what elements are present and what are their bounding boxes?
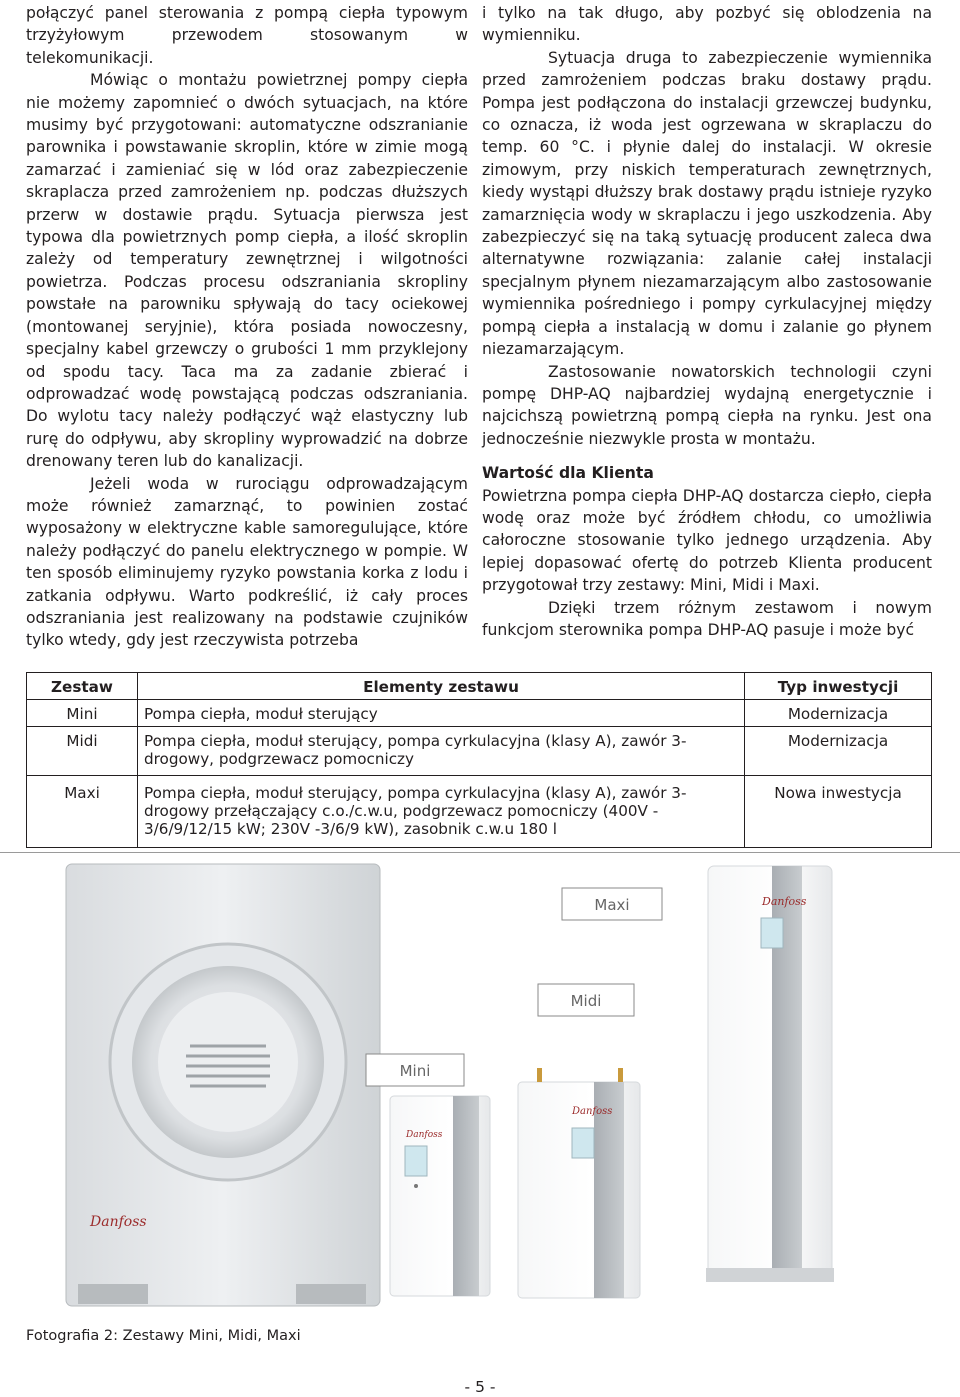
paragraph: Dzięki trzem różnym zestawom i nowym funkcjom sterownika pompa DHP-AQ pasuje i może być: [482, 598, 932, 639]
product-photo: [60, 860, 920, 1320]
maxi-unit: [706, 866, 834, 1282]
table-cell: Pompa ciepła, moduł sterujący, pompa cyrkulacyjna (klasy A), zawór 3-drogowy przełączający c.o./c.w.u, podgrzewacz pomocniczy (400V - 3/6/9/12/15 kW; 230V -3/6/9 kW), zasobnik c.w.u 180 l: [138, 776, 745, 848]
table-cell: Modernizacja: [745, 700, 932, 727]
midi-unit: [518, 1068, 640, 1298]
table-cell: Nowa inwestycja: [745, 776, 932, 848]
label-midi-text: Midi: [570, 992, 602, 1010]
divider: [0, 852, 960, 853]
photo-caption: Fotografia 2: Zestawy Mini, Midi, Maxi: [26, 1328, 301, 1344]
table-cell: Maxi: [27, 776, 138, 848]
right-column: [482, 2, 932, 641]
column-header: Zestaw: [27, 673, 138, 700]
paragraph: Sytuacja druga to zabezpieczenie wymiennika przed zamrożeniem podczas braku dostawy prądu. Pompa jest podłączona do instalacji grzewczej budynku, co oznacza, iż woda jest ogrzewana w skraplaczu do temp. 60 °C. i płynie dalej do instalacji. W okresie zimowym, przy niskich temperaturach zewnętrznych, kiedy wystąpi dłuższy brak dostawy prądu istnieje ryzyko zamarznięcia wody w skraplaczu i jego uszkodzenia. Aby zabezpieczyć się na taką sytuację producent zaleca dwa alternatywne rozwiązania: zalanie całej instalacji specjalnym płynem niezamarzającym albo zastosowanie wymiennika pośredniego i pompy cyrkulacyjnej między pompą ciepła a instalacją w domu i zalanie go płynem niezamarzającym.: [482, 48, 932, 359]
danfoss-logo: Danfoss: [572, 1106, 613, 1117]
paragraph: Jeżeli woda w rurociągu odprowadzającym może również zamarznąć, to powinien zostać wyposażony w elektryczne kable samoregulujące, które należy podłączyć do panelu elektrycznego w pompie. W ten sposób eliminujemy ryzyko powstania korka z lodu i zatkania odpływu. Warto podkreślić, iż cały proces odszraniania jest realizowany na podstawie czujników tylko wtedy, gdy jest rzeczywista potrzeba: [26, 474, 468, 650]
paragraph: Mówiąc o montażu powietrznej pompy ciepła nie możemy zapomnieć o dwóch sytuacjach, na które musimy być przygotowani: automatyczne odszranianie parownika i powstawanie skroplin, które w zimie mogą zamarzać i zamieniać się w lód oraz zabezpieczenie skraplacza przed zamrożeniem np. podczas dłuższych przerw w dostawie prądu. Sytuacja pierwsza jest typowa dla powietrznych pomp ciepła, a ilość skroplin zależy od temperatury zewnętrznej i wilgotności powietrza. Podczas procesu odszraniania skropliny powstałe na parowniku spływają do tacy ociekowej (montowanej seryjnie), która posiada nowoczesny, specjalny kabel grzewczy o grubości 1 mm przyklejony od spodu tacy. Taca ma za zadanie zbierać i odprowadzać wodę powstającą podczas odszraniania. Do wylotu tacy należy podłączyć wąż elastyczny lub rurę do odpływu, aby skropliny wyprowadzić na dobrze drenowany teren lub do kanalizacji.: [26, 71, 468, 471]
table-row: [27, 776, 932, 848]
page-number: - 5 -: [464, 1378, 496, 1396]
paragraph: Zastosowanie nowatorskich technologii czyni pompę DHP-AQ najbardziej wydajną energetycznie i najcichszą powietrzną pompą ciepła na rynku. Jest ona jednocześnie niezwykle prosta w montażu.: [482, 362, 932, 448]
danfoss-logo: Danfoss: [90, 1214, 147, 1230]
section-heading: Wartość dla Klienta: [482, 464, 654, 483]
table-cell: Modernizacja: [745, 727, 932, 776]
label-mini-text: Mini: [399, 1062, 431, 1080]
paragraph: połączyć panel sterowania z pompą ciepła typowym trzyżyłowym przewodem stosowanym w telekomunikacji.: [26, 4, 468, 67]
label-maxi-text: Maxi: [594, 896, 630, 914]
column-header: Typ inwestycji: [745, 673, 932, 700]
table-row: [27, 700, 932, 727]
sets-table: [26, 672, 932, 848]
paragraph: i tylko na tak długo, aby pozbyć się oblodzenia na wymienniku.: [482, 4, 932, 45]
left-column: [26, 2, 468, 652]
column-header: Elementy zestawu: [138, 673, 745, 700]
danfoss-logo: Danfoss: [762, 895, 807, 908]
danfoss-logo: Danfoss: [406, 1130, 443, 1140]
label-mini: [366, 1054, 464, 1086]
table-cell: Mini: [27, 700, 138, 727]
table-row: [27, 727, 932, 776]
table-cell: Midi: [27, 727, 138, 776]
mini-unit: [390, 1096, 490, 1296]
table-cell: Pompa ciepła, moduł sterujący, pompa cyrkulacyjna (klasy A), zawór 3-drogowy, podgrzewacz pomocniczy: [138, 727, 745, 776]
outdoor-unit: [66, 864, 380, 1306]
label-midi: [538, 984, 634, 1016]
label-maxi: [562, 888, 662, 920]
paragraph: Powietrzna pompa ciepła DHP-AQ dostarcza ciepło, ciepła wodę oraz może być źródłem chłodu, co umożliwia całoroczne stosowanie tylko jednego urządzenia. Aby lepiej dopasować ofertę do potrzeb Klienta producent przygotował trzy zestawy: Mini, Midi i Maxi.: [482, 486, 932, 595]
table-header-row: [27, 673, 932, 700]
table-cell: Pompa ciepła, moduł sterujący: [138, 700, 745, 727]
